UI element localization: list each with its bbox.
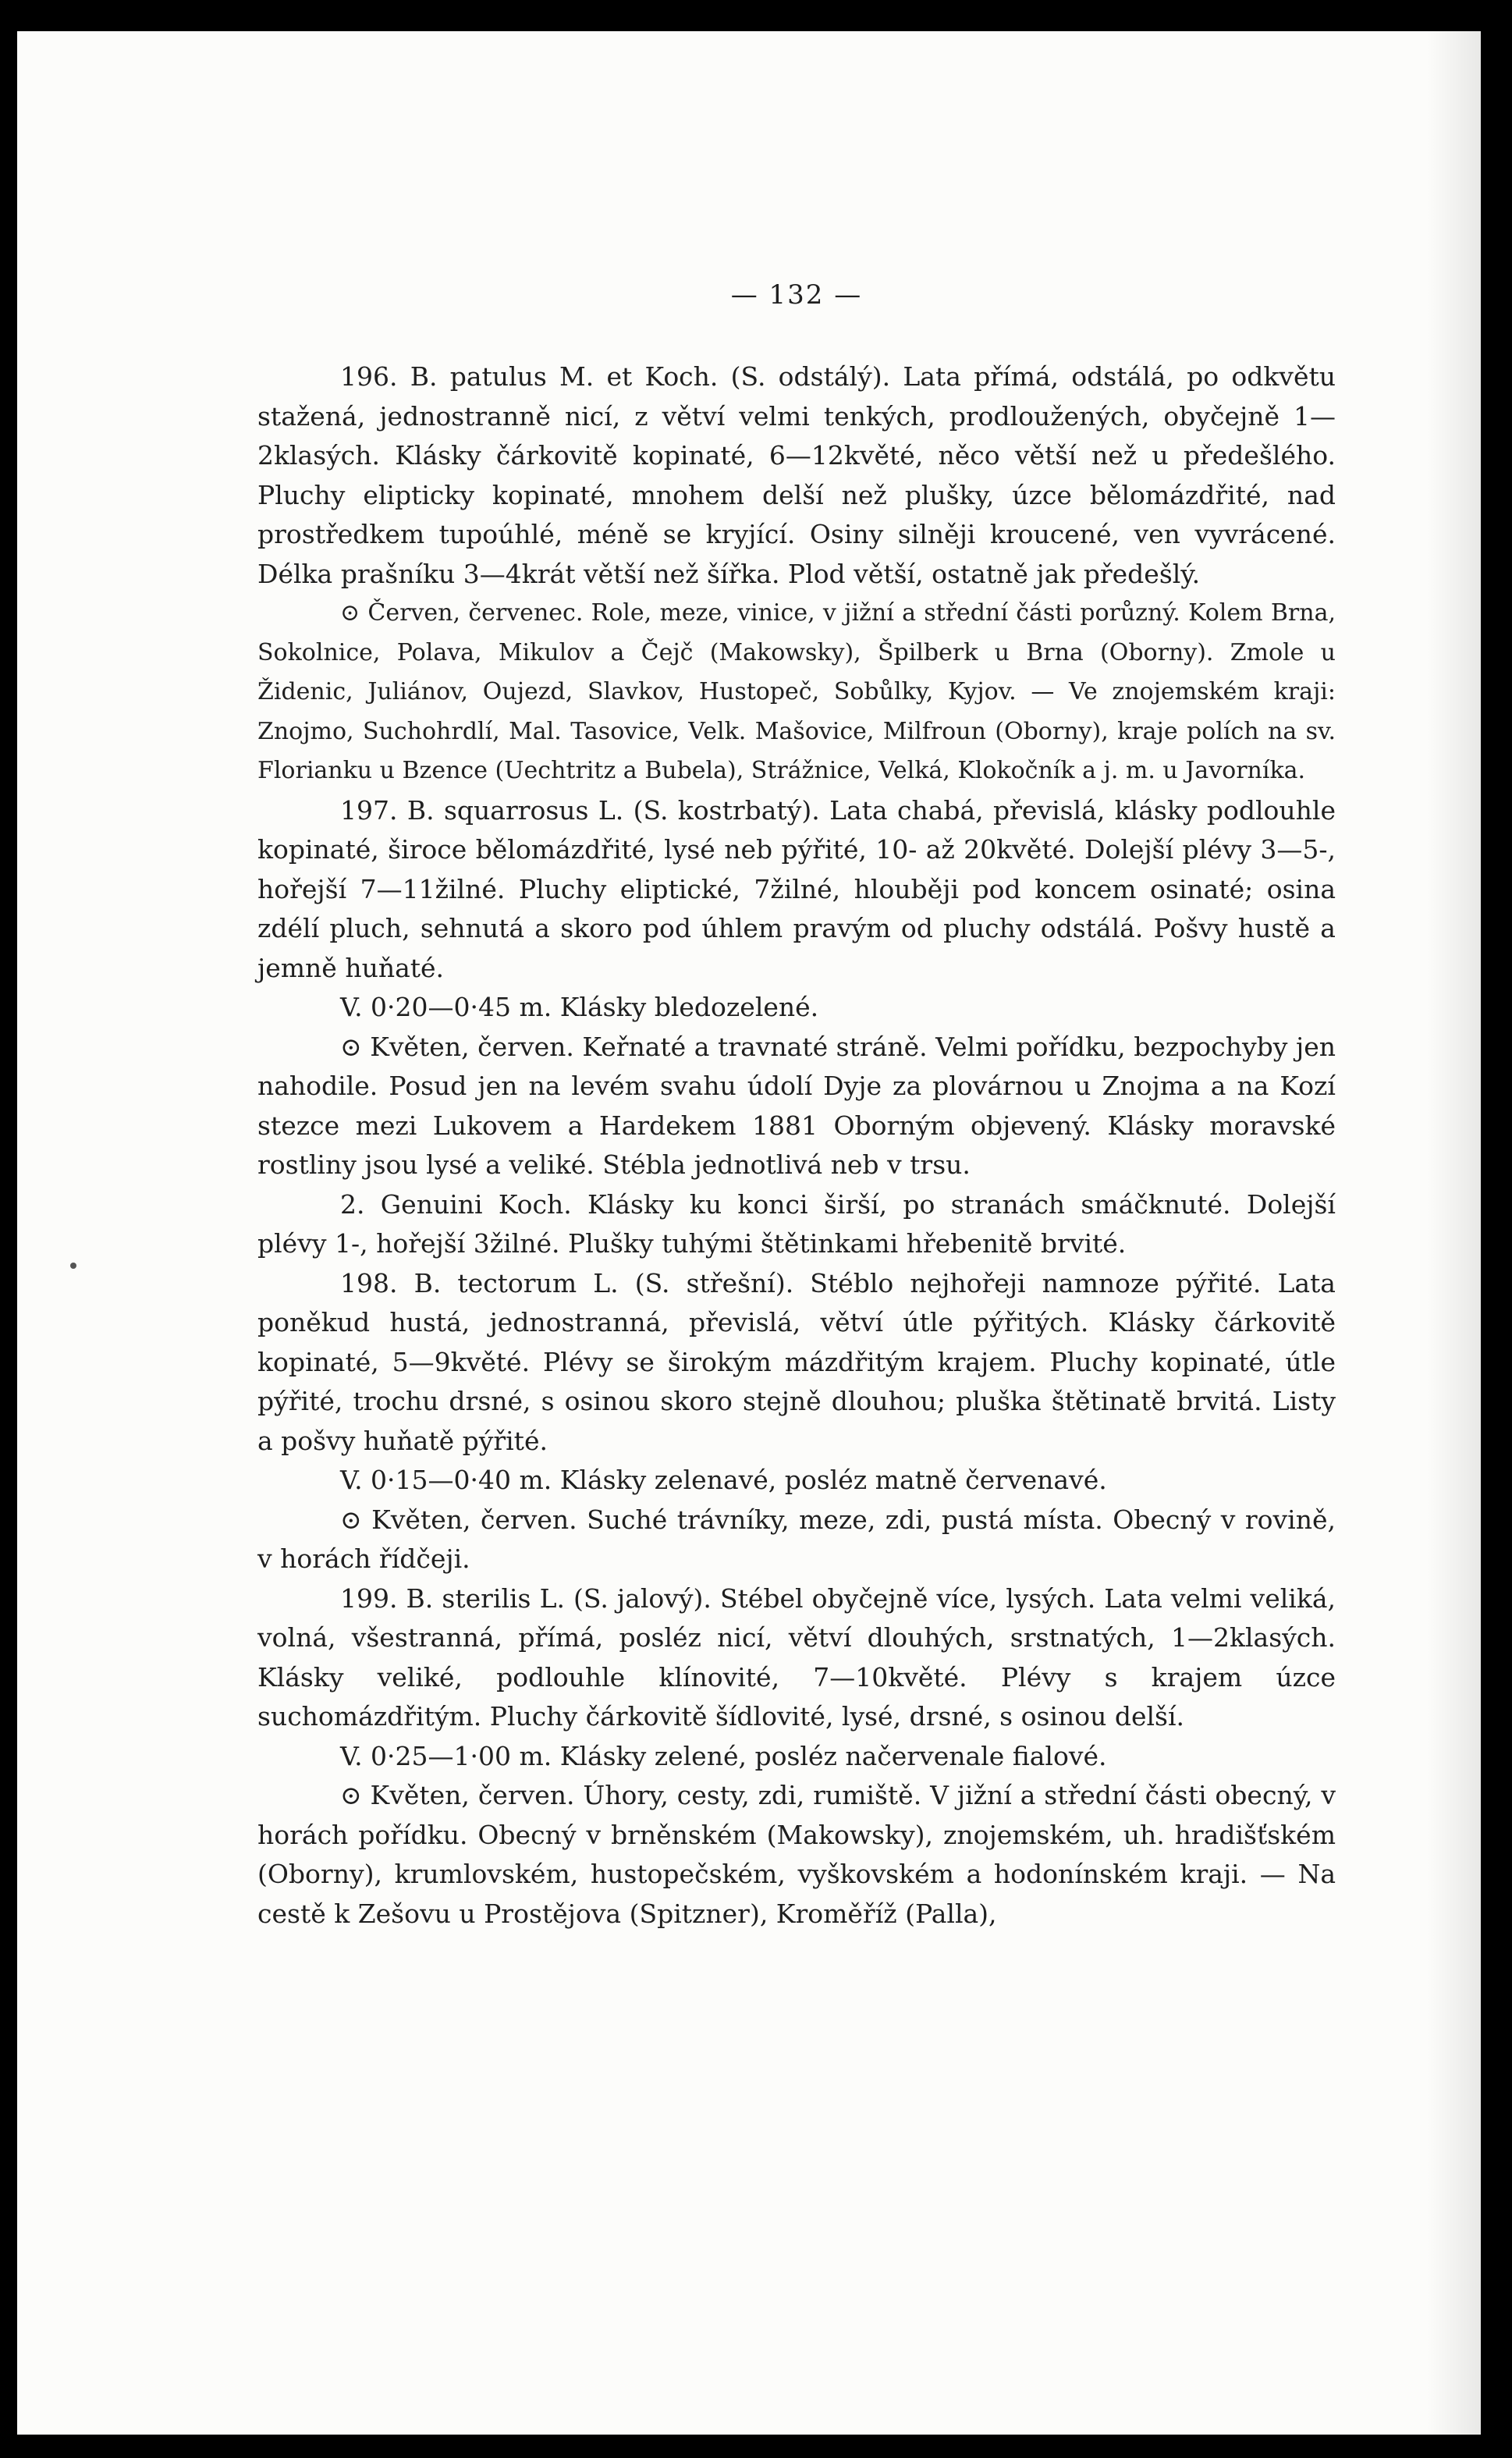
paragraph-197-height: V. 0·20—0·45 m. Klásky bledozelené. xyxy=(340,992,819,1022)
page-edge-shadow xyxy=(1426,31,1481,2435)
paragraph-198-height: V. 0·15—0·40 m. Klásky zelenavé, posléz matně červenavé. xyxy=(340,1465,1107,1495)
paragraph-199-height: V. 0·25—1·00 m. Klásky zelené, posléz načervenale fialové. xyxy=(340,1740,1107,1771)
page-number: — 132 — xyxy=(730,279,863,311)
paragraph-198: 198. B. tectorum L. (S. střešní). Stéblo nejhořeji namnoze pýřité. Lata poněkud hustá, jednostranná, převislá, větví útle pýřitých. Klásky čárkovitě kopinaté, 5—9květé. Plévy se širokým mázdřitým krajem. Pluchy kopinaté, útle pýřité, trochu drsné, s osinou skoro stejně dlouhou; pluška štětinatě brvitá. Listy a pošvy huňatě pýřité. xyxy=(257,1267,1336,1456)
paragraph-196-distribution: ⊙ Červen, červenec. Role, meze, vinice, v jižní a střední části porůzný. Kolem Brna, Sokolnice, Polava, Mikulov a Čejč (Makowsky), Špilberk u Brna (Oborny). Zmole u Židenic, Juliánov, Oujezd, Slavkov, Hustopeč, Sobůlky, Kyjov. — Ve znojemském kraji: Znojmo, Suchohrdlí, Mal. Tasovice, Velk. Mašovice, Milfroun (Oborny), kraje polích na sv. Florianku u Bzence (Uechtritz a Bubela), Strážnice, Velká, Klokočník a j. m. u Javorníka. xyxy=(257,599,1336,784)
paragraph-199-distribution: ⊙ Květen, červen. Úhory, cesty, zdi, rumiště. V jižní a střední části obecný, v horách pořídku. Obecný v brněnském (Makowsky), znojemském, uh. hradišťském (Oborny), krumlovském, hustopečském, vyškovském a hodonínském kraji. — Na cestě k Zešovu u Prostějova (Spitzner), Kroměříž (Palla), xyxy=(257,1780,1336,1929)
margin-speck xyxy=(70,1263,76,1269)
paragraph-196: 196. B. patulus M. et Koch. (S. odstálý). Lata přímá, odstálá, po odkvětu stažená, jednostranně nicí, z větví velmi tenkých, prodloužených, obyčejně 1—2klasých. Klásky čárkovitě kopinaté, 6—12květé, něco větší než u předešlého. Pluchy elipticky kopinaté, mnohem delší než plušky, úzce bělomázdřité, nad prostředkem tupoúhlé, méně se kryjící. Osiny silněji kroucené, ven vyvrácené. Délka prašníku 3—4krát větší než šířka. Plod větší, ostatně jak předešlý. xyxy=(257,361,1336,589)
paragraph-197-distribution: ⊙ Květen, červen. Keřnaté a travnaté stráně. Velmi pořídku, bezpochyby jen nahodile. Posud jen na levém svahu údolí Dyje za plovárnou u Znojma a na Kozí stezce mezi Lukovem a Hardekem 1881 Oborným objevený. Klásky moravské rostliny jsou lysé a veliké. Stébla jednotlivá neb v trsu. xyxy=(257,1031,1336,1180)
paragraph-genuini: 2. Genuini Koch. Klásky ku konci širší, po stranách smáčknuté. Dolejší plévy 1-, hořejší 3žilné. Plušky tuhými štětinkami hřebenitě brvité. xyxy=(257,1188,1336,1259)
body-text xyxy=(257,357,1336,1934)
paragraph-199: 199. B. sterilis L. (S. jalový). Stébel obyčejně více, lysých. Lata velmi veliká, volná, všestranná, přímá, posléz nicí, větví dlouhých, srstnatých, 1—2klasých. Klásky veliké, podlouhle klínovité, 7—10květé. Plévy s krajem úzce suchomázdřitým. Pluchy čárkovitě šídlovité, lysé, drsné, s osinou delší. xyxy=(257,1582,1336,1732)
paragraph-197: 197. B. squarrosus L. (S. kostrbatý). Lata chabá, převislá, klásky podlouhle kopinaté, široce bělomázdřité, lysé neb pýřité, 10- až 20květé. Dolejší plévy 3—5-, hořejší 7—11žilné. Pluchy eliptické, 7žilné, hlouběji pod koncem osinaté; osina zdélí pluch, sehnutá a skoro pod úhlem pravým od pluchy odstálá. Pošvy hustě a jemně huňaté. xyxy=(257,794,1336,983)
scanned-page xyxy=(17,31,1481,2435)
paragraph-198-distribution: ⊙ Květen, červen. Suché trávníky, meze, zdi, pustá místa. Obecný v rovině, v horách řídčeji. xyxy=(257,1504,1336,1574)
